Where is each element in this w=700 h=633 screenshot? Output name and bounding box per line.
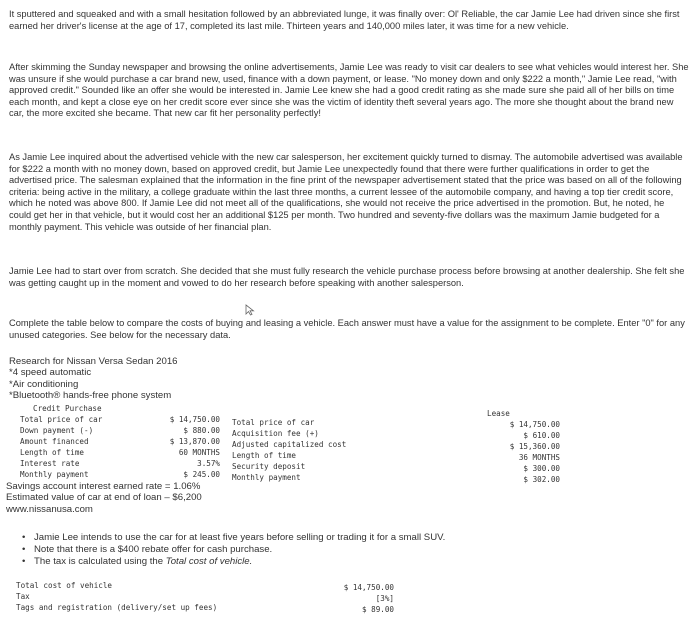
lease-label: Monthly payment [232, 473, 301, 482]
source-url: www.nissanusa.com [6, 503, 93, 515]
credit-label: Monthly payment [20, 470, 89, 479]
lease-label: Acquisition fee (+) [232, 429, 319, 438]
list-item [22, 556, 445, 568]
spec-item: *Bluetooth® hands-free phone system [9, 390, 172, 402]
list-item: • Jamie Lee intends to use the car for at least five years before selling or trading it for a small SUV. [22, 532, 445, 544]
cost-value: $ 14,750.00 [343, 583, 394, 592]
car-value-note: Estimated value of car at end of loan – $6,200 [6, 492, 202, 504]
credit-label: Amount financed [20, 437, 89, 446]
credit-value: $ 14,750.00 [169, 415, 220, 424]
lease-heading: Lease [487, 409, 510, 418]
credit-value: 60 MONTHS [178, 448, 220, 457]
cost-label: Tags and registration (delivery/set up fees) [16, 603, 218, 612]
cost-value: $ 89.00 [361, 605, 394, 614]
vehicle-specs [9, 356, 178, 402]
lease-label: Total price of car [232, 418, 315, 427]
lease-value: $ 302.00 [523, 475, 560, 484]
tax-note-text: The tax is calculated using the [34, 555, 166, 567]
credit-label: Interest rate [20, 459, 80, 468]
cost-value: [3%] [375, 594, 394, 603]
credit-value: $ 245.00 [183, 470, 220, 479]
spec-item: *4 speed automatic [9, 367, 92, 379]
lease-value: $ 14,750.00 [509, 420, 560, 429]
credit-label: Down payment (-) [20, 426, 94, 435]
credit-value: $ 880.00 [183, 426, 220, 435]
credit-label: Length of time [20, 448, 85, 457]
credit-label: Total price of car [20, 415, 103, 424]
tax-note-emphasis: Total cost of vehicle. [165, 555, 253, 567]
lease-label: Security deposit [232, 462, 306, 471]
research-notes [6, 481, 202, 515]
story-paragraph-2: After skimming the Sunday newspaper and browsing the online advertisements, Jamie Lee was ready to visit car dealers to see what vehicles would interest her. She was unsure if she would purchase a car brand new, used, finance with a down payment, or lease. "No money down and only $222 a month," Jamie Lee read, "with approved credit." Sounded like an offer she would be interested in. Jamie Lee knew she had a good credit rating as she made sure she paid all of her bills on time each month, and kept a close eye on her credit score ever since she was the victim of identity theft several years ago. The more she thought about the brand new car, the more excited she became. That new car fit her personality perfectly! [9, 62, 689, 119]
credit-value: 3.57% [197, 459, 220, 468]
cost-label: Total cost of vehicle [16, 581, 113, 590]
credit-heading: Credit Purchase [33, 404, 102, 413]
savings-rate-note: Savings account interest earned rate = 1.06% [6, 481, 201, 492]
cost-label: Tax [16, 592, 30, 601]
lease-value: 36 MONTHS [518, 453, 560, 462]
lease-label: Length of time [232, 451, 297, 460]
story-paragraph-1: It sputtered and squeaked and with a small hesitation followed by an abbreviated lunge, it was finally over: Ol' Reliable, the car Jamie Lee had driven since she first earned her driver's license at the age of 17, completed its last mile. Thirteen years and 140,000 miles later, it was time for a new vehicle. [9, 9, 680, 31]
lease-value: $ 15,360.00 [509, 442, 560, 451]
assumptions-list [22, 532, 445, 567]
lease-value: $ 610.00 [523, 431, 560, 440]
story-paragraph-3: As Jamie Lee inquired about the advertised vehicle with the new car salesperson, her excitement quickly turned to dismay. The automobile advertised was available for $222 a month with no money down, based on approved credit, but Jamie Lee unexpectedly found that there were further qualifications in order to get the advertised price. The salesman explained that the information in the fine print of the newspaper advertisement stated that the price was based on all of the following criteria: being active in the military, a college graduate within the last three months, a current lessee of the automobile company, and having a top tier credit score, which he noted was above 800. If Jamie Lee did not meet all of the qualifications, she would not receive the price advertised in the promotion. But, he noted, he could get her in that vehicle, but it would cost her an additional $125 per month. Two hundred and seventy-five dollars was the maximum Jamie budgeted for a monthly payment. This vehicle was outside of her financial plan. [9, 152, 683, 232]
lease-value: $ 300.00 [523, 464, 560, 473]
mouse-cursor-icon [245, 304, 257, 316]
list-item: • Note that there is a $400 rebate offer for cash purchase. [22, 544, 445, 556]
credit-value: $ 13,870.00 [169, 437, 220, 446]
story-paragraph-4: Jamie Lee had to start over from scratch. She decided that she must fully research the vehicle purchase process before browsing at another dealership. She felt she was getting caught up in the moment and vowed to do her research before speaking with another salesperson. [9, 266, 685, 288]
spec-item: *Air conditioning [9, 378, 79, 390]
specs-title: Research for Nissan Versa Sedan 2016 [9, 356, 178, 367]
instructions-paragraph: Complete the table below to compare the costs of buying and leasing a vehicle. Each answer must have a value for the assignment to be complete. Enter "0" for any unused categories. See below for the necessary data. [9, 318, 685, 340]
lease-label: Adjusted capitalized cost [232, 440, 347, 449]
